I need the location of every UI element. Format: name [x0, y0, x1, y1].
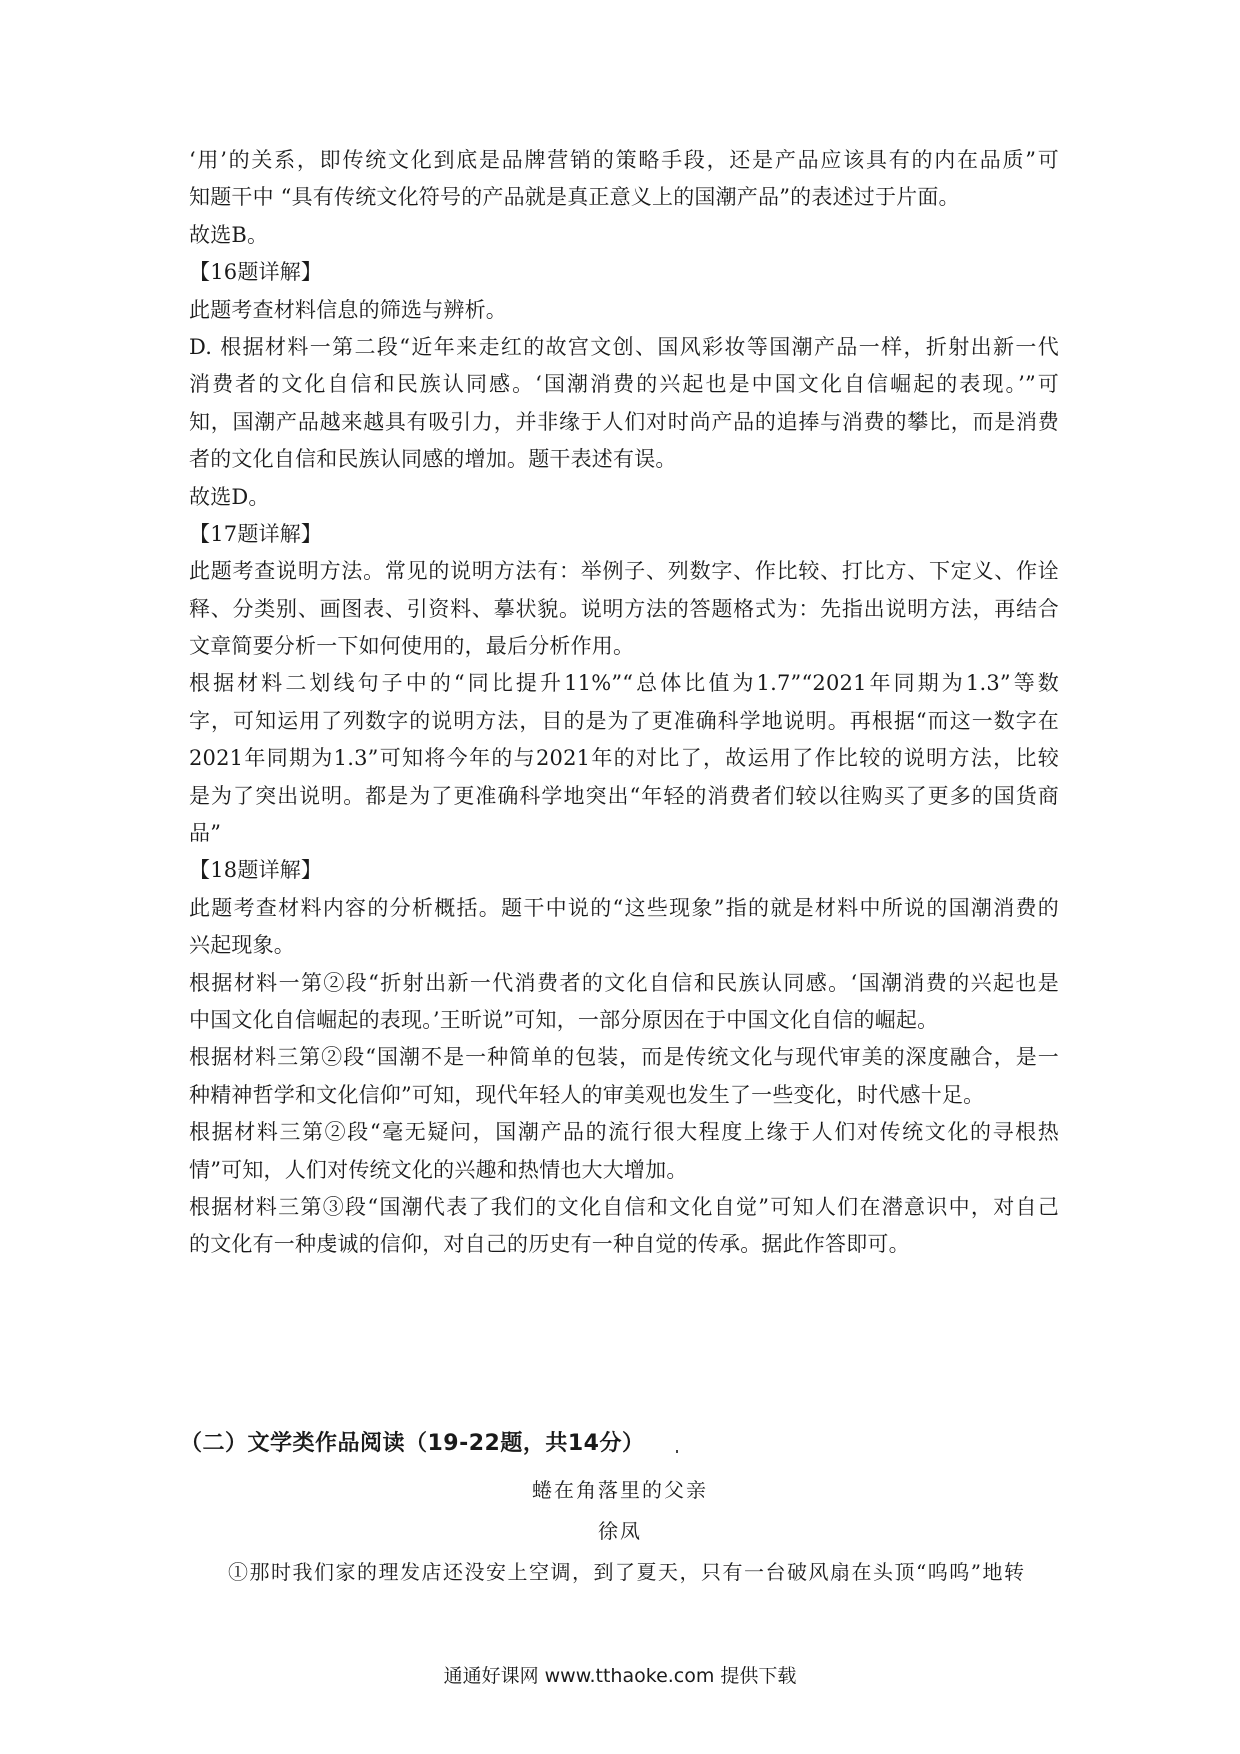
text-line: 是为了突出说明。都是为了更准确科学地突出“年轻的消费者们较以往购买了更多的国货商	[189, 783, 1059, 808]
text-line: 知，国潮产品越来越具有吸引力，并非缘于人们对时尚产品的追捧与消费的攀比，而是消费	[189, 409, 1059, 434]
text-line: 中国文化自信崛起的表现。’王昕说”可知，一部分原因在于中国文化自信的崛起。	[189, 1007, 939, 1032]
text-line: 根据材料三第②段“毫无疑问，国潮产品的流行很大程度上缘于人们对传统文化的寻根热	[189, 1120, 1059, 1145]
text-line: 文章简要分析一下如何使用的，最后分析作用。	[189, 634, 635, 659]
text-line: 2021年同期为1.3”可知将今年的与2021年的对比了，故运用了作比较的说明方法，比较	[189, 746, 1059, 771]
question-16-heading: 【16题详解】	[189, 260, 323, 285]
text-line: 情”可知，人们对传统文化的兴趣和热情也大大增加。	[189, 1157, 688, 1182]
text-line: 此题考查说明方法。常见的说明方法有：举例子、列数字、作比较、打比方、下定义、作诠	[189, 559, 1059, 584]
story-title: 蜷在角落里的父亲	[532, 1478, 708, 1502]
story-author: 徐凤	[598, 1519, 642, 1543]
text-line: 此题考查材料信息的筛选与辨析。	[189, 297, 507, 322]
text-line: 故选B。	[189, 222, 269, 247]
answer-explanation-body	[189, 142, 1059, 1264]
text-line: 兴起现象。	[189, 933, 295, 958]
text-line: 种精神哲学和文化信仰”可知，现代年轻人的审美观也发生了一些变化，时代感十足。	[189, 1082, 985, 1107]
text-line: 根据材料一第②段“折射出新一代消费者的文化自信和民族认同感。‘国潮消费的兴起也是	[189, 970, 1059, 995]
story-first-paragraph: ①那时我们家的理发店还没安上空调，到了夏天，只有一台破风扇在头顶“呜呜”地转	[228, 1560, 1026, 1584]
text-line: 者的文化自信和民族认同感的增加。题干表述有误。	[189, 447, 677, 472]
text-line: 根据材料三第③段“国潮代表了我们的文化自信和文化自觉”可知人们在潜意识中，对自己	[189, 1194, 1059, 1219]
footer-watermark: 通通好课网 www.tthaoke.com 提供下载	[443, 1665, 797, 1687]
text-line: 品”	[189, 821, 222, 846]
section-heading: （二）文学类作品阅读（19-22题，共14分）	[180, 1431, 645, 1456]
text-line: 故选D。	[189, 484, 270, 509]
text-line: 此题考查材料内容的分析概括。题干中说的“这些现象”指的就是材料中所说的国潮消费的	[189, 895, 1059, 920]
text-line: 消费者的文化自信和民族认同感。‘国潮消费的兴起也是中国文化自信崛起的表现。’”可	[189, 372, 1059, 397]
scan-speck	[676, 1450, 678, 1453]
text-line: 的文化有一种虔诚的信仰，对自己的历史有一种自觉的传承。据此作答即可。	[189, 1232, 910, 1257]
text-line: 字，可知运用了列数字的说明方法，目的是为了更准确科学地说明。再根据“而这一数字在	[189, 708, 1059, 733]
text-line: D. 根据材料一第二段“近年来走红的故宫文创、国风彩妆等国潮产品一样，折射出新一代	[189, 334, 1059, 359]
question-18-heading: 【18题详解】	[189, 858, 323, 883]
text-line: 释、分类别、画图表、引资料、摹状貌。说明方法的答题格式为：先指出说明方法，再结合	[189, 596, 1059, 621]
text-line: 根据材料二划线句子中的“同比提升11%”“总体比值为1.7”“2021年同期为1.3”等数	[189, 671, 1059, 696]
text-line: 根据材料三第②段“国潮不是一种简单的包装，而是传统文化与现代审美的深度融合，是一	[189, 1045, 1059, 1070]
text-line: ‘用’的关系，即传统文化到底是品牌营销的策略手段，还是产品应该具有的内在品质”可	[189, 148, 1059, 172]
question-17-heading: 【17题详解】	[189, 521, 323, 546]
text-line: 知题干中 “具有传统文化符号的产品就是真正意义上的国潮产品”的表述过于片面。	[189, 185, 960, 210]
